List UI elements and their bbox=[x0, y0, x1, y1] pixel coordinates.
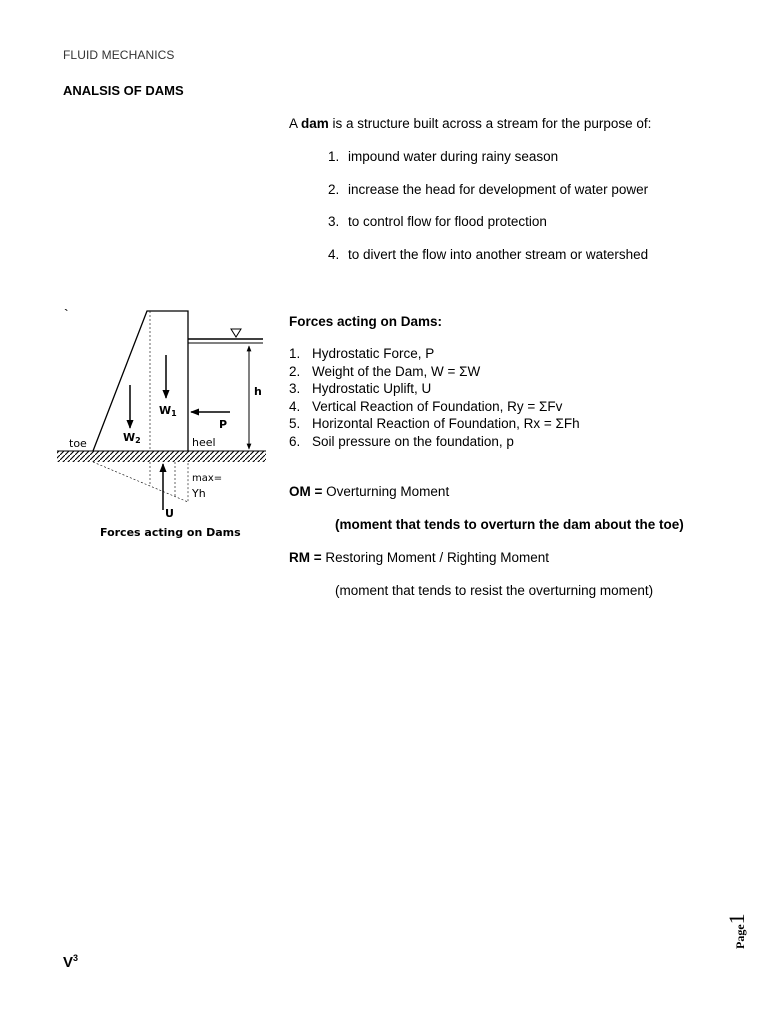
force-number: 2. bbox=[289, 363, 301, 379]
version-base: V bbox=[63, 954, 74, 971]
rm-text: Restoring Moment / Righting Moment bbox=[321, 550, 549, 565]
water-level-icon bbox=[231, 329, 241, 337]
w1-label bbox=[159, 404, 177, 418]
force-text: Hydrostatic Uplift, U bbox=[312, 381, 432, 396]
page-word: Page bbox=[733, 924, 747, 949]
course-header: FLUID MECHANICS bbox=[63, 48, 175, 62]
uplift-diagram bbox=[93, 462, 188, 502]
intro-suffix: is a structure built across a stream for the purpose of: bbox=[328, 116, 652, 131]
force-number: 6. bbox=[289, 433, 301, 449]
rm-description: (moment that tends to resist the overturning moment) bbox=[335, 583, 654, 598]
foundation-ground bbox=[57, 451, 266, 462]
force-text: Vertical Reaction of Foundation, Ry = ΣFv bbox=[312, 398, 563, 414]
purpose-text: impound water during rainy season bbox=[348, 149, 559, 164]
force-text: Hydrostatic Force, P bbox=[312, 346, 435, 361]
h-label: h bbox=[254, 385, 262, 398]
w1-subscript: 1 bbox=[171, 409, 177, 418]
dam-outline bbox=[93, 311, 188, 451]
p-label: P bbox=[219, 418, 228, 431]
page-title: ANALSIS OF DAMS bbox=[63, 83, 184, 98]
force-number: 3. bbox=[289, 381, 301, 396]
w2-symbol: W bbox=[123, 431, 136, 444]
toe-label: toe bbox=[69, 437, 87, 450]
purpose-number: 2. bbox=[328, 182, 340, 197]
purpose-number: 1. bbox=[328, 149, 340, 164]
u-label: U bbox=[165, 507, 174, 520]
version-superscript: 3 bbox=[73, 953, 79, 963]
om-text: Overturning Moment bbox=[322, 484, 450, 499]
w2-label bbox=[123, 431, 141, 445]
purpose-text: to control flow for flood protection bbox=[348, 214, 547, 229]
om-description: (moment that tends to overturn the dam about the toe) bbox=[335, 517, 684, 532]
page-number: 1 bbox=[724, 913, 749, 925]
page-number-block bbox=[724, 905, 752, 955]
purpose-number: 4. bbox=[328, 247, 340, 262]
purpose-text: increase the head for development of water power bbox=[348, 182, 649, 197]
w2-subscript: 2 bbox=[135, 436, 141, 445]
w1-symbol: W bbox=[159, 404, 172, 417]
force-text: Weight of the Dam, W = ΣW bbox=[312, 363, 481, 379]
purpose-text: to divert the flow into another stream or watershed bbox=[348, 247, 649, 262]
version-mark bbox=[63, 953, 78, 971]
gamma-h-label: Υh bbox=[192, 487, 206, 500]
forces-heading: Forces acting on Dams: bbox=[289, 314, 443, 329]
force-text: Soil pressure on the foundation, p bbox=[312, 433, 514, 449]
force-text: Horizontal Reaction of Foundation, Rx = ΣFh bbox=[312, 416, 580, 431]
force-number: 5. bbox=[289, 416, 301, 431]
figure-caption: Forces acting on Dams bbox=[100, 526, 241, 539]
heel-label: heel bbox=[192, 436, 216, 449]
intro-term: dam bbox=[301, 116, 329, 131]
purpose-number: 3. bbox=[328, 214, 340, 229]
page-number-rotated bbox=[724, 913, 750, 949]
max-label: max= bbox=[192, 473, 223, 484]
stray-mark: ` bbox=[64, 306, 69, 322]
rm-label: RM = bbox=[289, 550, 322, 565]
force-number: 4. bbox=[289, 398, 301, 414]
om-label: OM = bbox=[289, 484, 323, 499]
force-number: 1. bbox=[289, 346, 301, 361]
intro-prefix: A bbox=[289, 116, 302, 131]
